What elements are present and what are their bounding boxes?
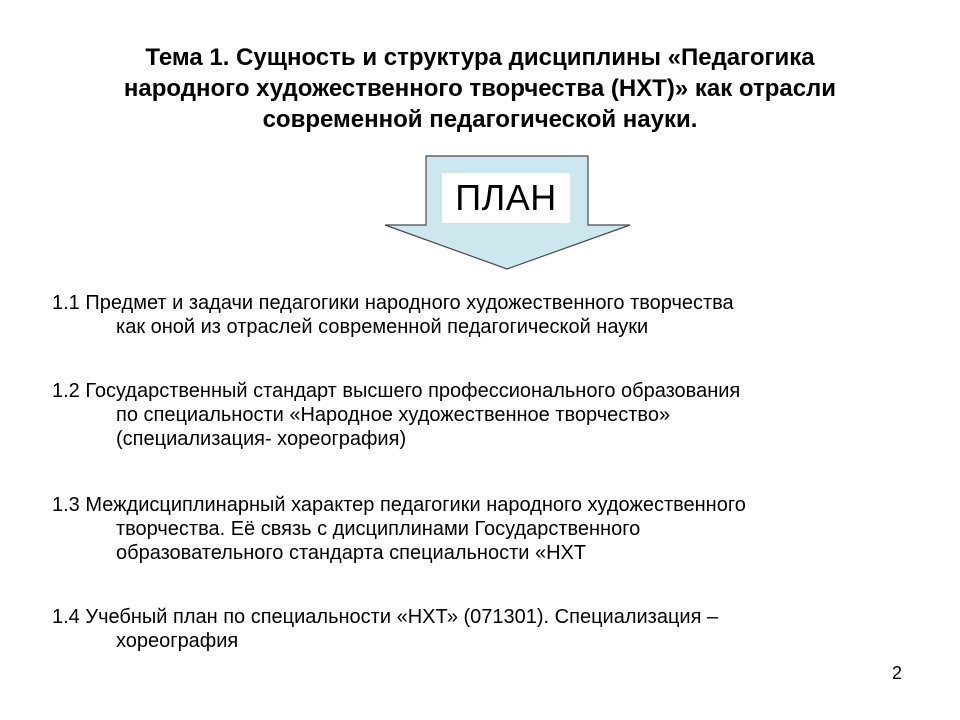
plan-list	[52, 291, 912, 653]
plan-item-1-2	[52, 379, 912, 451]
plan-item-line: 1.2 Государственный стандарт высшего профессионального образования	[52, 380, 741, 402]
plan-item-line: по специальности «Народное художественное творчество»	[116, 404, 671, 426]
plan-item-line: творчества. Её связь с дисциплинами Государственного	[116, 518, 641, 540]
plan-item-line: как оной из отраслей современной педагогической науки	[116, 316, 649, 338]
slide-title-line-2: народного художественного творчества (НХТ)» как отрасли	[123, 75, 837, 102]
plan-item-1-3	[52, 493, 912, 565]
plan-item-1-4	[52, 605, 912, 653]
plan-item-1-1	[52, 291, 912, 339]
plan-item-line: (специализация- хореография)	[116, 428, 407, 450]
plan-item-line: 1.4 Учебный план по специальности «НХТ» (071301). Специализация –	[52, 606, 719, 628]
slide-title-line-1: Тема 1. Сущность и структура дисциплины «Педагогика	[145, 44, 815, 71]
slide-title-line-3: современной педагогической науки.	[262, 106, 698, 133]
slide-title	[60, 42, 900, 135]
plan-label: ПЛАН	[442, 173, 570, 223]
plan-item-line: 1.1 Предмет и задачи педагогики народного художественного творчества	[52, 292, 734, 314]
plan-item-line: 1.3 Междисциплинарный характер педагогики народного художественного	[52, 494, 746, 516]
plan-item-line: образовательного стандарта специальности «НХТ	[116, 542, 587, 564]
plan-item-line: хореография	[116, 630, 239, 652]
page-number: 2	[891, 663, 902, 683]
